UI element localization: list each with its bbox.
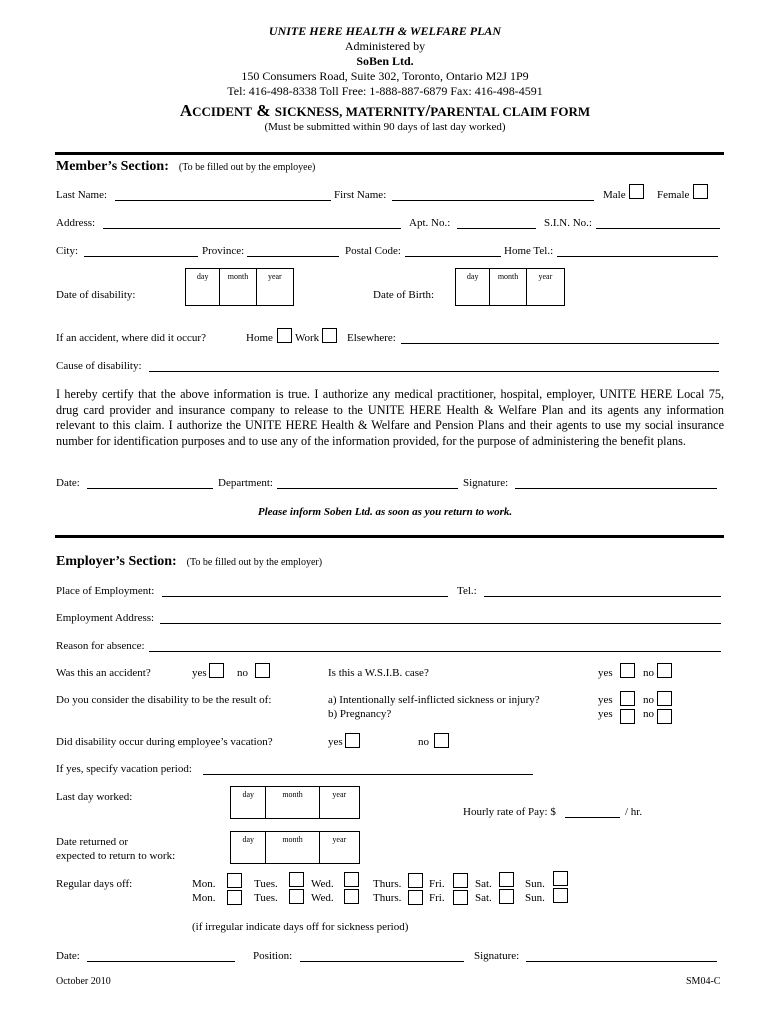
day-label-wed: Wed. <box>311 878 334 890</box>
day-label-tues: Tues. <box>254 878 278 890</box>
employer-signature-label: Signature: <box>474 950 520 962</box>
date-returned-label-1: Date returned or <box>56 836 129 848</box>
sin-no-field[interactable] <box>596 228 720 229</box>
vacation-period-label: If yes, specify vacation period: <box>56 763 192 775</box>
cause-field[interactable] <box>149 371 719 372</box>
sat-checkbox-2[interactable] <box>499 889 514 904</box>
vacation-question-label: Did disability occur during employee’s vacation? <box>56 736 273 748</box>
home-label: Home <box>246 332 273 344</box>
form-title-part: PARENTAL CLAIM FORM <box>430 104 591 119</box>
self-inflicted-yes-checkbox[interactable] <box>620 691 635 706</box>
member-section-note: (To be filled out by the employee) <box>178 162 316 173</box>
month-cell[interactable]: month <box>266 787 319 818</box>
self-inflicted-label: a) Intentionally self-inflicted sickness or injury? <box>328 694 540 706</box>
wed-checkbox-2[interactable] <box>344 889 359 904</box>
return-note: Please inform Soben Ltd. as soon as you return to work. <box>257 506 513 518</box>
day-cell[interactable]: day <box>231 787 266 818</box>
month-cell[interactable]: month <box>266 832 319 863</box>
form-title-part: MATERNITY <box>342 104 426 119</box>
wsib-no-label: no <box>643 667 654 679</box>
home-tel-field[interactable] <box>557 256 718 257</box>
day-label-mon: Mon. <box>192 892 216 904</box>
department-label: Department: <box>218 477 273 489</box>
certification-text: I hereby certify that the above information is true. I authorize any medical practitioner, hospital, employer, UNITE HERE Local 75, drug card provider and insurance company to release to the UNITE HERE Health & Welfare Plan and its agents any information relevant to this claim. I authorize the UNITE HERE Health & Welfare and Pension Plans and their agents to use my social insurance number for identification purposes and to use any of the information provided, for the purpose of administering the benefit plans. <box>56 387 724 448</box>
disability-result-label: Do you consider the disability to be the result of: <box>56 694 272 706</box>
member-signature-label: Signature: <box>463 477 509 489</box>
date-of-birth-box[interactable] <box>455 268 565 306</box>
sin-no-label: S.I.N. No.: <box>544 217 592 229</box>
day-label-mon: Mon. <box>192 878 216 890</box>
wsib-yes-checkbox[interactable] <box>620 663 635 678</box>
form-title <box>0 101 770 121</box>
tues-checkbox-2[interactable] <box>289 889 304 904</box>
accident-no-checkbox[interactable] <box>255 663 270 678</box>
day-label-thurs: Thurs. <box>373 878 402 890</box>
form-title-part: CCIDENT <box>192 104 253 119</box>
cause-label: Cause of disability: <box>56 360 142 372</box>
female-checkbox[interactable] <box>693 184 708 199</box>
wsib-no-checkbox[interactable] <box>657 663 672 678</box>
employer-section-note: (To be filled out by the employer) <box>186 557 323 568</box>
work-checkbox[interactable] <box>322 328 337 343</box>
per-hour-label: / hr. <box>625 806 643 818</box>
member-section-rule <box>55 152 724 155</box>
mon-checkbox-1[interactable] <box>227 873 242 888</box>
employment-address-label: Employment Address: <box>56 612 155 624</box>
employer-section-heading <box>56 552 322 570</box>
sun-checkbox-1[interactable] <box>553 871 568 886</box>
date-of-disability-box[interactable] <box>185 268 294 306</box>
month-cell[interactable]: month <box>490 269 526 305</box>
member-date-label: Date: <box>56 477 80 489</box>
member-date-field[interactable] <box>87 488 213 489</box>
day-label-sat: Sat. <box>475 878 492 890</box>
day-label-fri: Fri. <box>429 892 445 904</box>
deadline-note: (Must be submitted within 90 days of last day worked) <box>264 121 506 133</box>
self-inflicted-no-checkbox[interactable] <box>657 691 672 706</box>
position-label: Position: <box>253 950 293 962</box>
was-accident-label: Was this an accident? <box>56 667 151 679</box>
department-field[interactable] <box>277 488 458 489</box>
day-label-sun: Sun. <box>525 892 545 904</box>
pregnancy-no-label: no <box>643 708 654 720</box>
date-of-disability-label: Date of disability: <box>56 289 136 301</box>
day-cell[interactable]: day <box>186 269 220 305</box>
province-field[interactable] <box>247 256 339 257</box>
home-checkbox[interactable] <box>277 328 292 343</box>
last-day-worked-box[interactable] <box>230 786 360 819</box>
pregnancy-label: b) Pregnancy? <box>328 708 392 720</box>
apt-no-label: Apt. No.: <box>409 217 451 229</box>
tues-checkbox-1[interactable] <box>289 872 304 887</box>
employment-address-field[interactable] <box>160 623 721 624</box>
employer-section-title: Employer’s Section: <box>56 554 177 569</box>
day-label-tues: Tues. <box>254 892 278 904</box>
employer-date-label: Date: <box>56 950 80 962</box>
position-field[interactable] <box>300 961 464 962</box>
member-signature-field[interactable] <box>515 488 717 489</box>
elsewhere-field[interactable] <box>401 343 719 344</box>
month-cell[interactable]: month <box>220 269 256 305</box>
year-cell[interactable]: year <box>267 272 282 281</box>
postal-code-field[interactable] <box>405 256 501 257</box>
accident-where-label: If an accident, where did it occur? <box>56 332 206 344</box>
vacation-period-field[interactable] <box>203 774 533 775</box>
fri-checkbox-1[interactable] <box>453 873 468 888</box>
day-label-sun: Sun. <box>525 878 545 890</box>
province-label: Province: <box>202 245 245 257</box>
city-field[interactable] <box>84 256 198 257</box>
year-cell[interactable]: year <box>538 272 553 281</box>
employer-tel-label: Tel.: <box>457 585 477 597</box>
regular-days-off-label: Regular days off: <box>56 878 133 890</box>
place-of-employment-field[interactable] <box>162 596 448 597</box>
plan-contact: Tel: 416-498-8338 Toll Free: 1-888-887-6879 Fax: 416-498-4591 <box>227 84 543 98</box>
last-name-label: Last Name: <box>56 189 108 201</box>
apt-no-field[interactable] <box>457 228 536 229</box>
wed-checkbox-1[interactable] <box>344 872 359 887</box>
hourly-rate-field[interactable] <box>565 817 620 818</box>
footer-date: October 2010 <box>56 976 111 987</box>
year-cell[interactable]: year <box>332 835 347 844</box>
accident-yes-label: yes <box>192 667 207 679</box>
address-label: Address: <box>56 217 96 229</box>
pregnancy-yes-checkbox[interactable] <box>620 709 635 724</box>
day-label-thurs: Thurs. <box>373 892 402 904</box>
year-cell[interactable]: year <box>332 790 347 799</box>
wsib-yes-label: yes <box>598 667 613 679</box>
pregnancy-no-checkbox[interactable] <box>657 709 672 724</box>
employer-section-rule <box>55 535 724 538</box>
self-inflicted-no-label: no <box>643 694 654 706</box>
last-name-field[interactable] <box>115 200 331 201</box>
vacation-yes-checkbox[interactable] <box>345 733 360 748</box>
male-checkbox[interactable] <box>629 184 644 199</box>
vacation-no-checkbox[interactable] <box>434 733 449 748</box>
female-label: Female <box>657 189 690 201</box>
elsewhere-label: Elsewhere: <box>347 332 396 344</box>
form-title-part: SICKNESS, <box>274 104 343 119</box>
sat-checkbox-1[interactable] <box>499 872 514 887</box>
member-section-title: Member’s Section: <box>56 159 169 174</box>
thurs-checkbox-2[interactable] <box>408 890 423 905</box>
male-label: Male <box>603 189 626 201</box>
date-of-birth-label: Date of Birth: <box>373 289 435 301</box>
member-section-heading <box>56 157 315 175</box>
day-cell[interactable]: day <box>231 832 266 863</box>
postal-code-label: Postal Code: <box>345 245 401 257</box>
reason-for-absence-field[interactable] <box>149 651 721 652</box>
employer-signature-field[interactable] <box>526 961 717 962</box>
first-name-field[interactable] <box>392 200 594 201</box>
employer-tel-field[interactable] <box>484 596 721 597</box>
day-label-wed: Wed. <box>311 892 334 904</box>
form-title-part: / <box>425 101 431 120</box>
accident-no-label: no <box>237 667 248 679</box>
hourly-rate-label: Hourly rate of Pay: $ <box>463 806 556 818</box>
day-cell[interactable]: day <box>456 269 490 305</box>
address-field[interactable] <box>103 228 401 229</box>
administrator-name: SoBen Ltd. <box>356 54 414 68</box>
footer-form-code: SM04-C <box>686 976 721 987</box>
wsib-label: Is this a W.S.I.B. case? <box>328 667 429 679</box>
vacation-no-label: no <box>418 736 429 748</box>
pregnancy-yes-label: yes <box>598 708 613 720</box>
thurs-checkbox-1[interactable] <box>408 873 423 888</box>
mon-checkbox-2[interactable] <box>227 890 242 905</box>
day-label-fri: Fri. <box>429 878 445 890</box>
accident-yes-checkbox[interactable] <box>209 663 224 678</box>
form-title-part: & <box>252 101 275 120</box>
date-returned-box[interactable] <box>230 831 360 864</box>
first-name-label: First Name: <box>334 189 387 201</box>
plan-name: UNITE HERE HEALTH & WELFARE PLAN <box>268 24 502 38</box>
date-returned-label-2: expected to return to work: <box>56 850 176 862</box>
employer-date-field[interactable] <box>87 961 235 962</box>
fri-checkbox-2[interactable] <box>453 890 468 905</box>
reason-for-absence-label: Reason for absence: <box>56 640 145 652</box>
sun-checkbox-2[interactable] <box>553 888 568 903</box>
irregular-note: (if irregular indicate days off for sickness period) <box>192 921 409 933</box>
home-tel-label: Home Tel.: <box>504 245 554 257</box>
administered-by: Administered by <box>344 39 426 53</box>
city-label: City: <box>56 245 79 257</box>
work-label: Work <box>295 332 320 344</box>
self-inflicted-yes-label: yes <box>598 694 613 706</box>
place-of-employment-label: Place of Employment: <box>56 585 155 597</box>
plan-address: 150 Consumers Road, Suite 302, Toronto, Ontario M2J 1P9 <box>241 69 529 83</box>
vacation-yes-label: yes <box>328 736 343 748</box>
last-day-worked-label: Last day worked: <box>56 791 133 803</box>
day-label-sat: Sat. <box>475 892 492 904</box>
form-title-part: A <box>179 101 193 120</box>
